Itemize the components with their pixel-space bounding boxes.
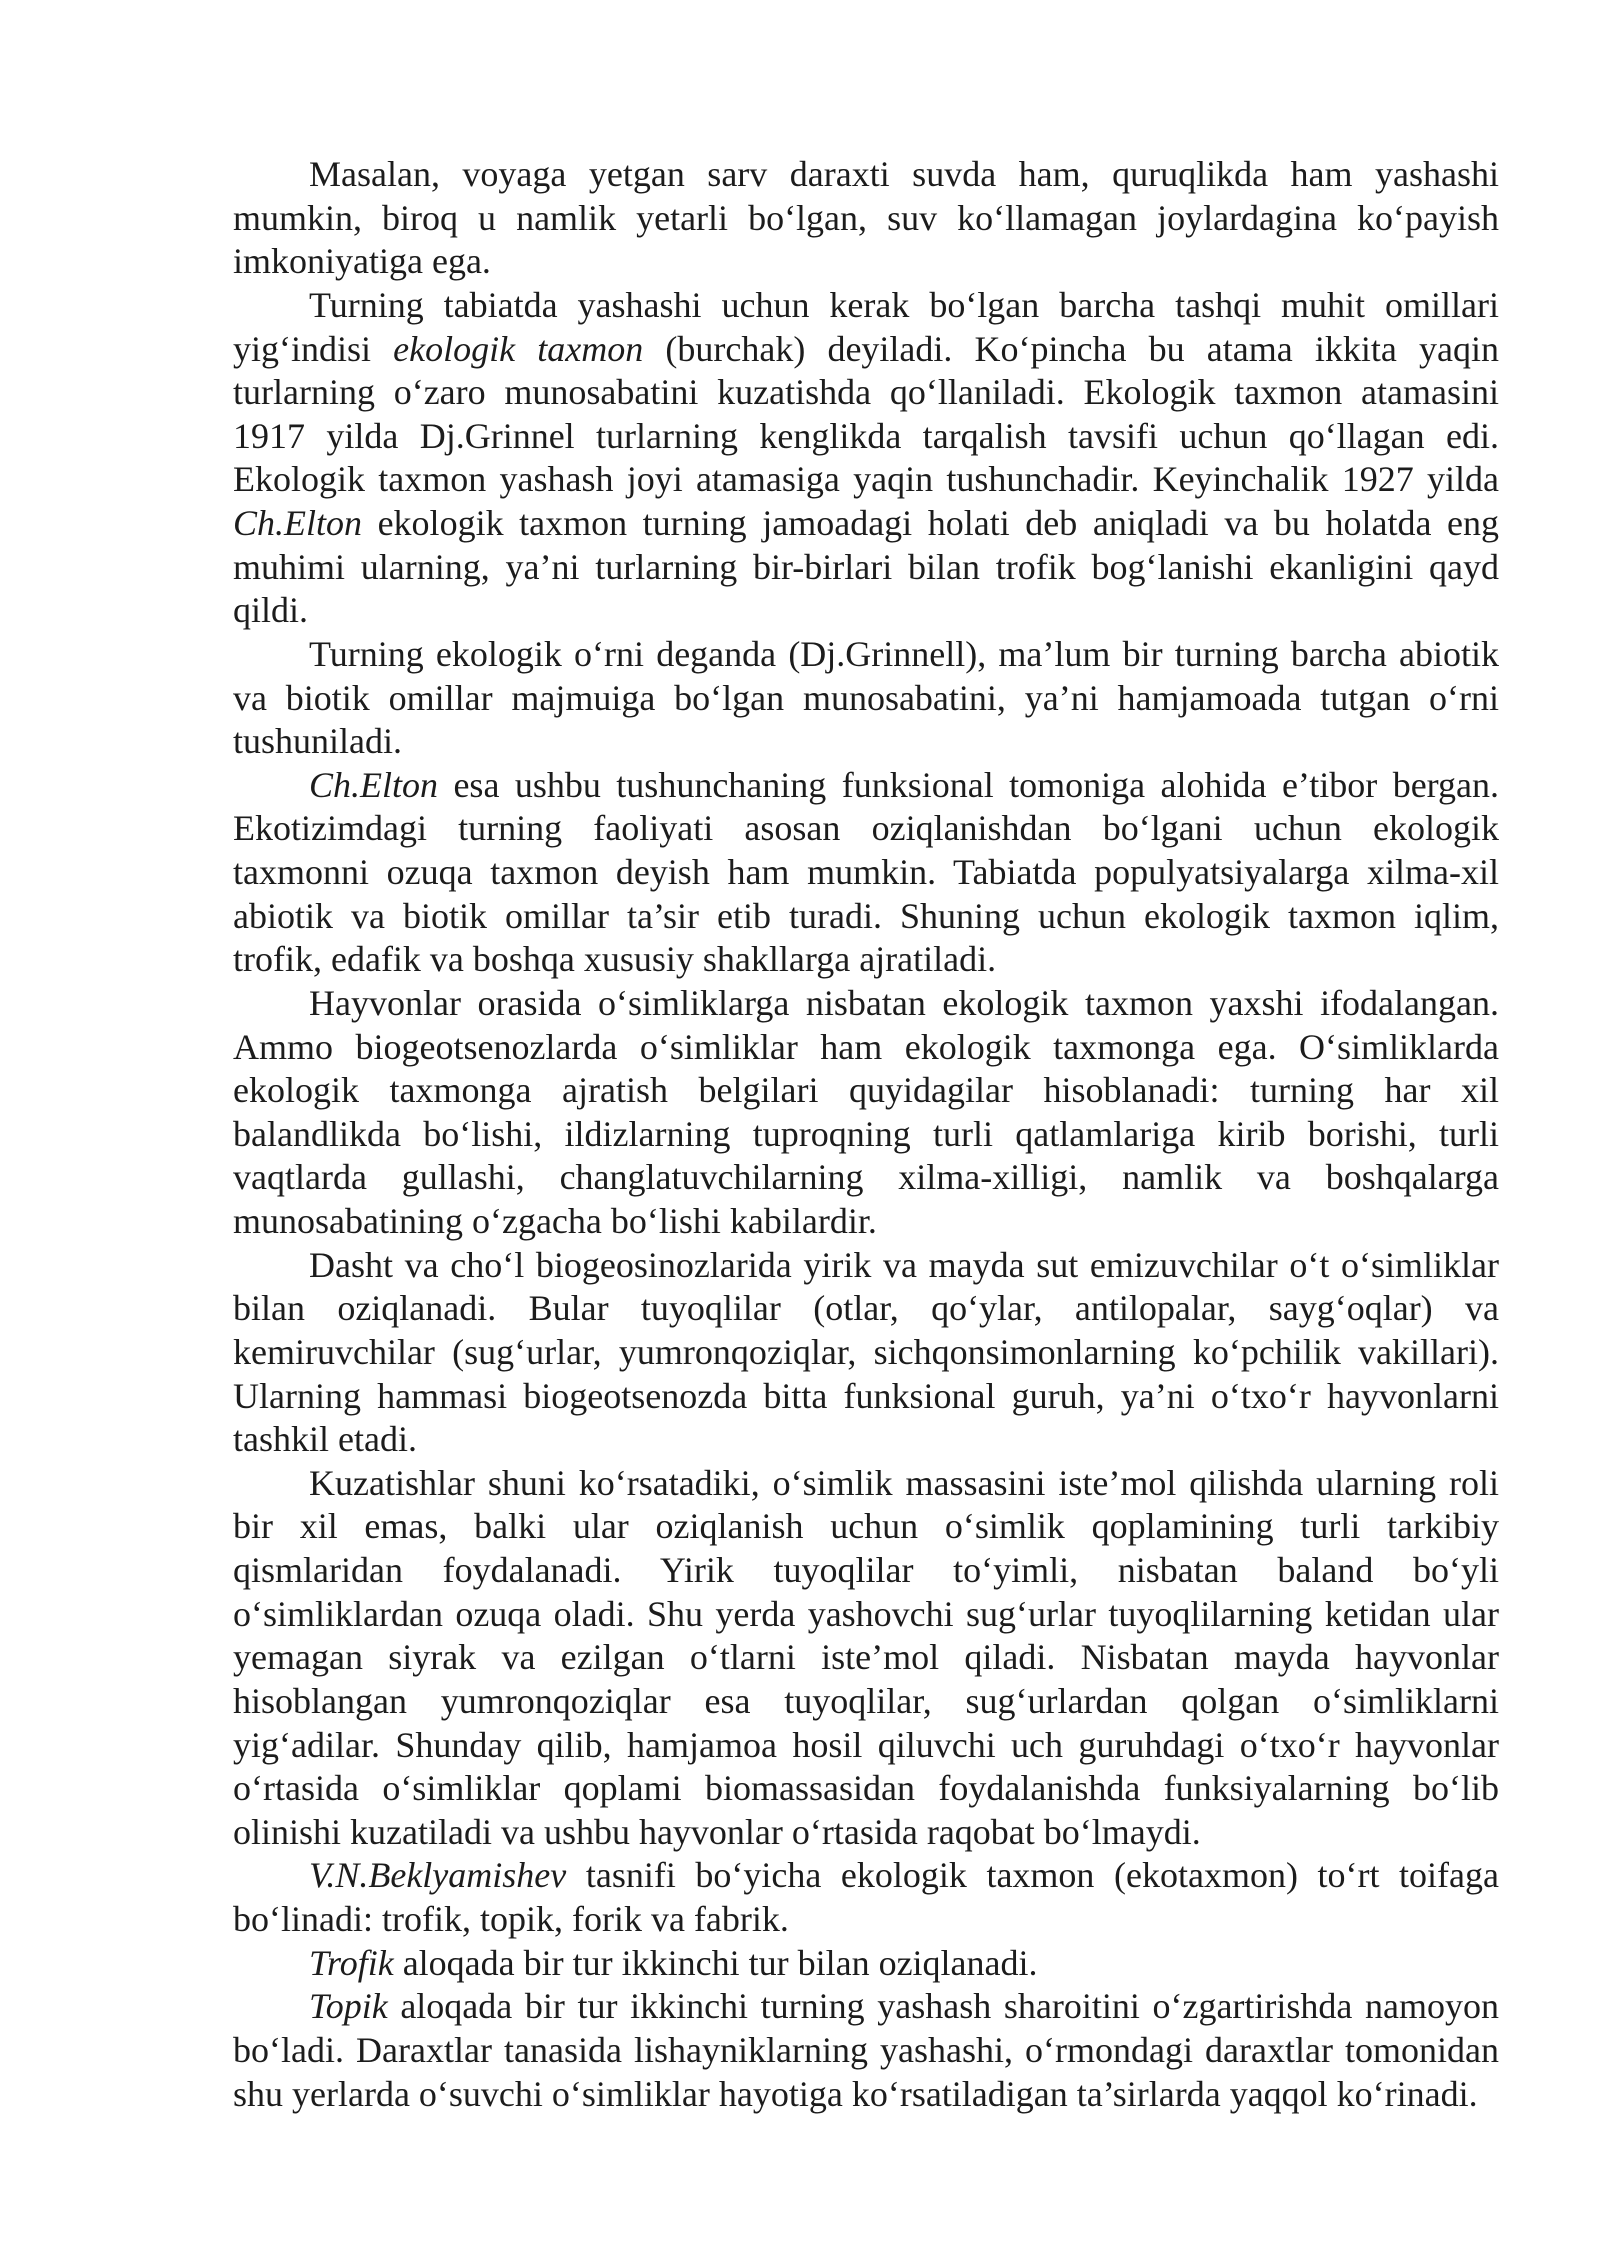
paragraph-3: [233, 633, 1499, 764]
text-run: vaqtlarda gullashi, changlatuvchilarning xilma-xilligi, namlik va boshqalarga: [233, 1157, 1499, 1198]
text-line: [233, 1898, 1499, 1942]
text-line: [233, 1287, 1499, 1331]
text-line: [233, 1418, 1499, 1462]
text-run: tashkil etadi.: [233, 1419, 417, 1460]
text-run: taxmonni ozuqa taxmon deyish ham mumkin. Tabiatda populyatsiyalarga xilma-xil: [233, 852, 1499, 892]
text-line: [233, 1636, 1499, 1680]
text-line: [233, 720, 1499, 764]
text-line: [233, 982, 1499, 1026]
text-line: [233, 1200, 1499, 1244]
text-run: hisoblangan yumronqoziqlar esa tuyoqlilar, sug‘urlardan qolgan o‘simliklarni: [233, 1680, 1499, 1721]
italic-term: Ch.Elton: [233, 503, 363, 543]
text-run: Dasht va cho‘l biogeosinozlarida yirik va mayda sut emizuvchilar o‘t o‘simliklar: [309, 1244, 1499, 1285]
paragraph-1: [233, 153, 1499, 284]
text-run: Ekologik taxmon yashash joyi atamasiga yaqin tushunchadir. Keyinchalik 1927 yilda: [233, 459, 1499, 500]
text-line: [233, 284, 1499, 328]
text-run: turlarning o‘zaro munosabatini kuzatishda qo‘llaniladi. Ekologik taxmon atamasini: [233, 372, 1499, 413]
body-text: [233, 153, 1499, 2116]
text-run: yig‘indisi: [233, 328, 394, 369]
text-run: qismlaridan foydalanadi. Yirik tuyoqlilar to‘yimli, nisbatan baland bo‘yli: [233, 1550, 1499, 1590]
text-line: [233, 546, 1499, 590]
paragraph-9: [233, 1942, 1499, 1986]
text-line: [233, 153, 1499, 197]
text-run: kemiruvchilar (sug‘urlar, yumronqoziqlar, sichqonsimonlarning ko‘pchilik vakillari).: [233, 1331, 1499, 1372]
text-line: [233, 1505, 1499, 1549]
text-run: Hayvonlar orasida o‘simliklarga nisbatan ekologik taxmon yaxshi ifodalangan.: [309, 982, 1499, 1023]
text-run: bir xil emas, balki ular oziqlanish uchun o‘simlik qoplamining turli tarkibiy: [233, 1506, 1499, 1547]
text-run: Masalan, voyaga yetgan sarv daraxti suvda ham, quruqlikda ham yashashi: [309, 154, 1499, 194]
text-line: [233, 938, 1499, 982]
text-line: [233, 1811, 1499, 1855]
italic-term: Trofik: [309, 1942, 394, 1983]
text-run: bo‘linadi: trofik, topik, forik va fabrik.: [233, 1899, 789, 1939]
text-line: [233, 1244, 1499, 1288]
text-line: [233, 1331, 1499, 1375]
text-run: bo‘ladi. Daraxtlar tanasida lishayniklarning yashashi, o‘rmondagi daraxtlar tomonidan: [233, 2029, 1499, 2070]
text-run: abiotik va biotik omillar ta’sir etib turadi. Shuning uchun ekologik taxmon iqlim,: [233, 895, 1499, 936]
text-line: [233, 677, 1499, 721]
text-run: Ularning hammasi biogeotsenozda bitta funksional guruh, ya’ni o‘txo‘r hayvonlarni: [233, 1375, 1499, 1416]
text-line: [233, 1767, 1499, 1811]
text-run: Ammo biogeotsenozlarda o‘simliklar ham ekologik taxmonga ega. O‘simliklarda: [233, 1026, 1499, 1067]
text-run: yig‘adilar. Shunday qilib, hamjamoa hosil qiluvchi uch guruhdagi o‘txo‘r hayvonlar: [233, 1724, 1499, 1765]
text-line: [233, 589, 1499, 633]
text-line: [233, 895, 1499, 939]
paragraph-4: [233, 764, 1499, 982]
text-line: [233, 807, 1499, 851]
italic-term: V.N.Beklyamishev: [309, 1855, 567, 1896]
text-line: [233, 371, 1499, 415]
text-line: [233, 851, 1499, 895]
text-run: Turning ekologik o‘rni deganda (Dj.Grinnell), ma’lum bir turning barcha abiotik: [309, 633, 1499, 674]
text-line: [233, 2029, 1499, 2073]
italic-term: Ch.Elton: [309, 764, 439, 805]
text-run: mumkin, biroq u namlik yetarli bo‘lgan, suv ko‘llamagan joylardagina ko‘payish: [233, 197, 1499, 238]
text-run: imkoniyatiga ega.: [233, 241, 491, 282]
text-run: aloqada bir tur ikkinchi tur bilan oziqlanadi.: [393, 1942, 1038, 1983]
text-line: [233, 197, 1499, 241]
text-run: tasnifi bo‘yicha ekologik taxmon (ekotaxmon) to‘rt toifaga: [566, 1855, 1499, 1896]
text-line: [233, 502, 1499, 546]
paragraph-7: [233, 1462, 1499, 1855]
text-run: bilan oziqlanadi. Bular tuyoqlilar (otlar, qo‘ylar, antilopalar, sayg‘oqlar) va: [233, 1288, 1499, 1329]
paragraph-5: [233, 982, 1499, 1244]
italic-term: ekologik taxmon: [393, 328, 644, 369]
text-run: shu yerlarda o‘suvchi o‘simliklar hayotiga ko‘rsatiladigan ta’sirlarda yaqqol ko‘rinadi.: [233, 2073, 1478, 2114]
text-line: [233, 1985, 1499, 2029]
text-line: [233, 1724, 1499, 1768]
paragraph-8: [233, 1854, 1499, 1941]
text-run: va biotik omillar majmuiga bo‘lgan munosabatini, ya’ni hamjamoada tutgan o‘rni: [233, 677, 1499, 718]
text-run: o‘rtasida o‘simliklar qoplami biomassasidan foydalanishda funksiyalarning bo‘lib: [233, 1768, 1499, 1809]
text-line: [233, 2073, 1499, 2117]
paragraph-6: [233, 1244, 1499, 1462]
text-run: olinishi kuzatiladi va ushbu hayvonlar o‘rtasida raqobat bo‘lmaydi.: [233, 1811, 1201, 1852]
text-run: trofik, edafik va boshqa xususiy shakllarga ajratiladi.: [233, 939, 997, 980]
text-run: tushuniladi.: [233, 721, 402, 762]
text-line: [233, 764, 1499, 808]
italic-term: Topik: [309, 1986, 388, 2027]
text-line: [233, 1854, 1499, 1898]
text-line: [233, 1549, 1499, 1593]
text-run: yemagan siyrak va ezilgan o‘tlarni iste’mol qiladi. Nisbatan mayda hayvonlar: [233, 1637, 1499, 1678]
text-run: qildi.: [233, 590, 309, 631]
text-line: [233, 415, 1499, 459]
text-line: [233, 328, 1499, 372]
text-run: balandlikda bo‘lishi, ildizlarning tuproqning turli qatlamlariga kirib borishi, turli: [233, 1113, 1499, 1154]
text-line: [233, 1069, 1499, 1113]
text-line: [233, 458, 1499, 502]
text-run: aloqada bir tur ikkinchi turning yashash sharoitini o‘zgartirishda namoyon: [387, 1986, 1499, 2027]
paragraph-2: [233, 284, 1499, 633]
paragraph-10: [233, 1985, 1499, 2116]
text-line: [233, 1593, 1499, 1637]
text-run: (burchak) deyiladi. Ko‘pincha bu atama ikkita yaqin: [643, 328, 1500, 369]
text-line: [233, 1680, 1499, 1724]
text-line: [233, 1462, 1499, 1506]
text-run: ekologik taxmonga ajratish belgilari quyidagilar hisoblanadi: turning har xil: [233, 1070, 1499, 1111]
text-run: o‘simliklardan ozuqa oladi. Shu yerda yashovchi sug‘urlar tuyoqlilarning ketidan ular: [233, 1593, 1499, 1634]
text-line: [233, 1026, 1499, 1070]
text-run: esa ushbu tushunchaning funksional tomoniga alohida e’tibor bergan.: [438, 764, 1499, 805]
text-line: [233, 1156, 1499, 1200]
text-run: Ekotizimdagi turning faoliyati asosan oziqlanishdan bo‘lgani uchun ekologik: [233, 808, 1499, 849]
text-line: [233, 1375, 1499, 1419]
text-line: [233, 240, 1499, 284]
text-run: munosabatining o‘zgacha bo‘lishi kabilardir.: [233, 1201, 877, 1241]
text-run: Kuzatishlar shuni ko‘rsatadiki, o‘simlik massasini iste’mol qilishda ularning roli: [309, 1462, 1499, 1503]
text-line: [233, 633, 1499, 677]
text-line: [233, 1942, 1499, 1986]
text-run: muhimi ularning, ya’ni turlarning bir-birlari bilan trofik bog‘lanishi ekanligini qayd: [233, 546, 1499, 587]
text-run: ekologik taxmon turning jamoadagi holati deb aniqladi va bu holatda eng: [362, 503, 1499, 543]
text-run: Turning tabiatda yashashi uchun kerak bo‘lgan barcha tashqi muhit omillari: [309, 284, 1499, 325]
text-line: [233, 1113, 1499, 1157]
text-run: 1917 yilda Dj.Grinnel turlarning kenglikda tarqalish tavsifi uchun qo‘llagan edi.: [233, 415, 1499, 456]
